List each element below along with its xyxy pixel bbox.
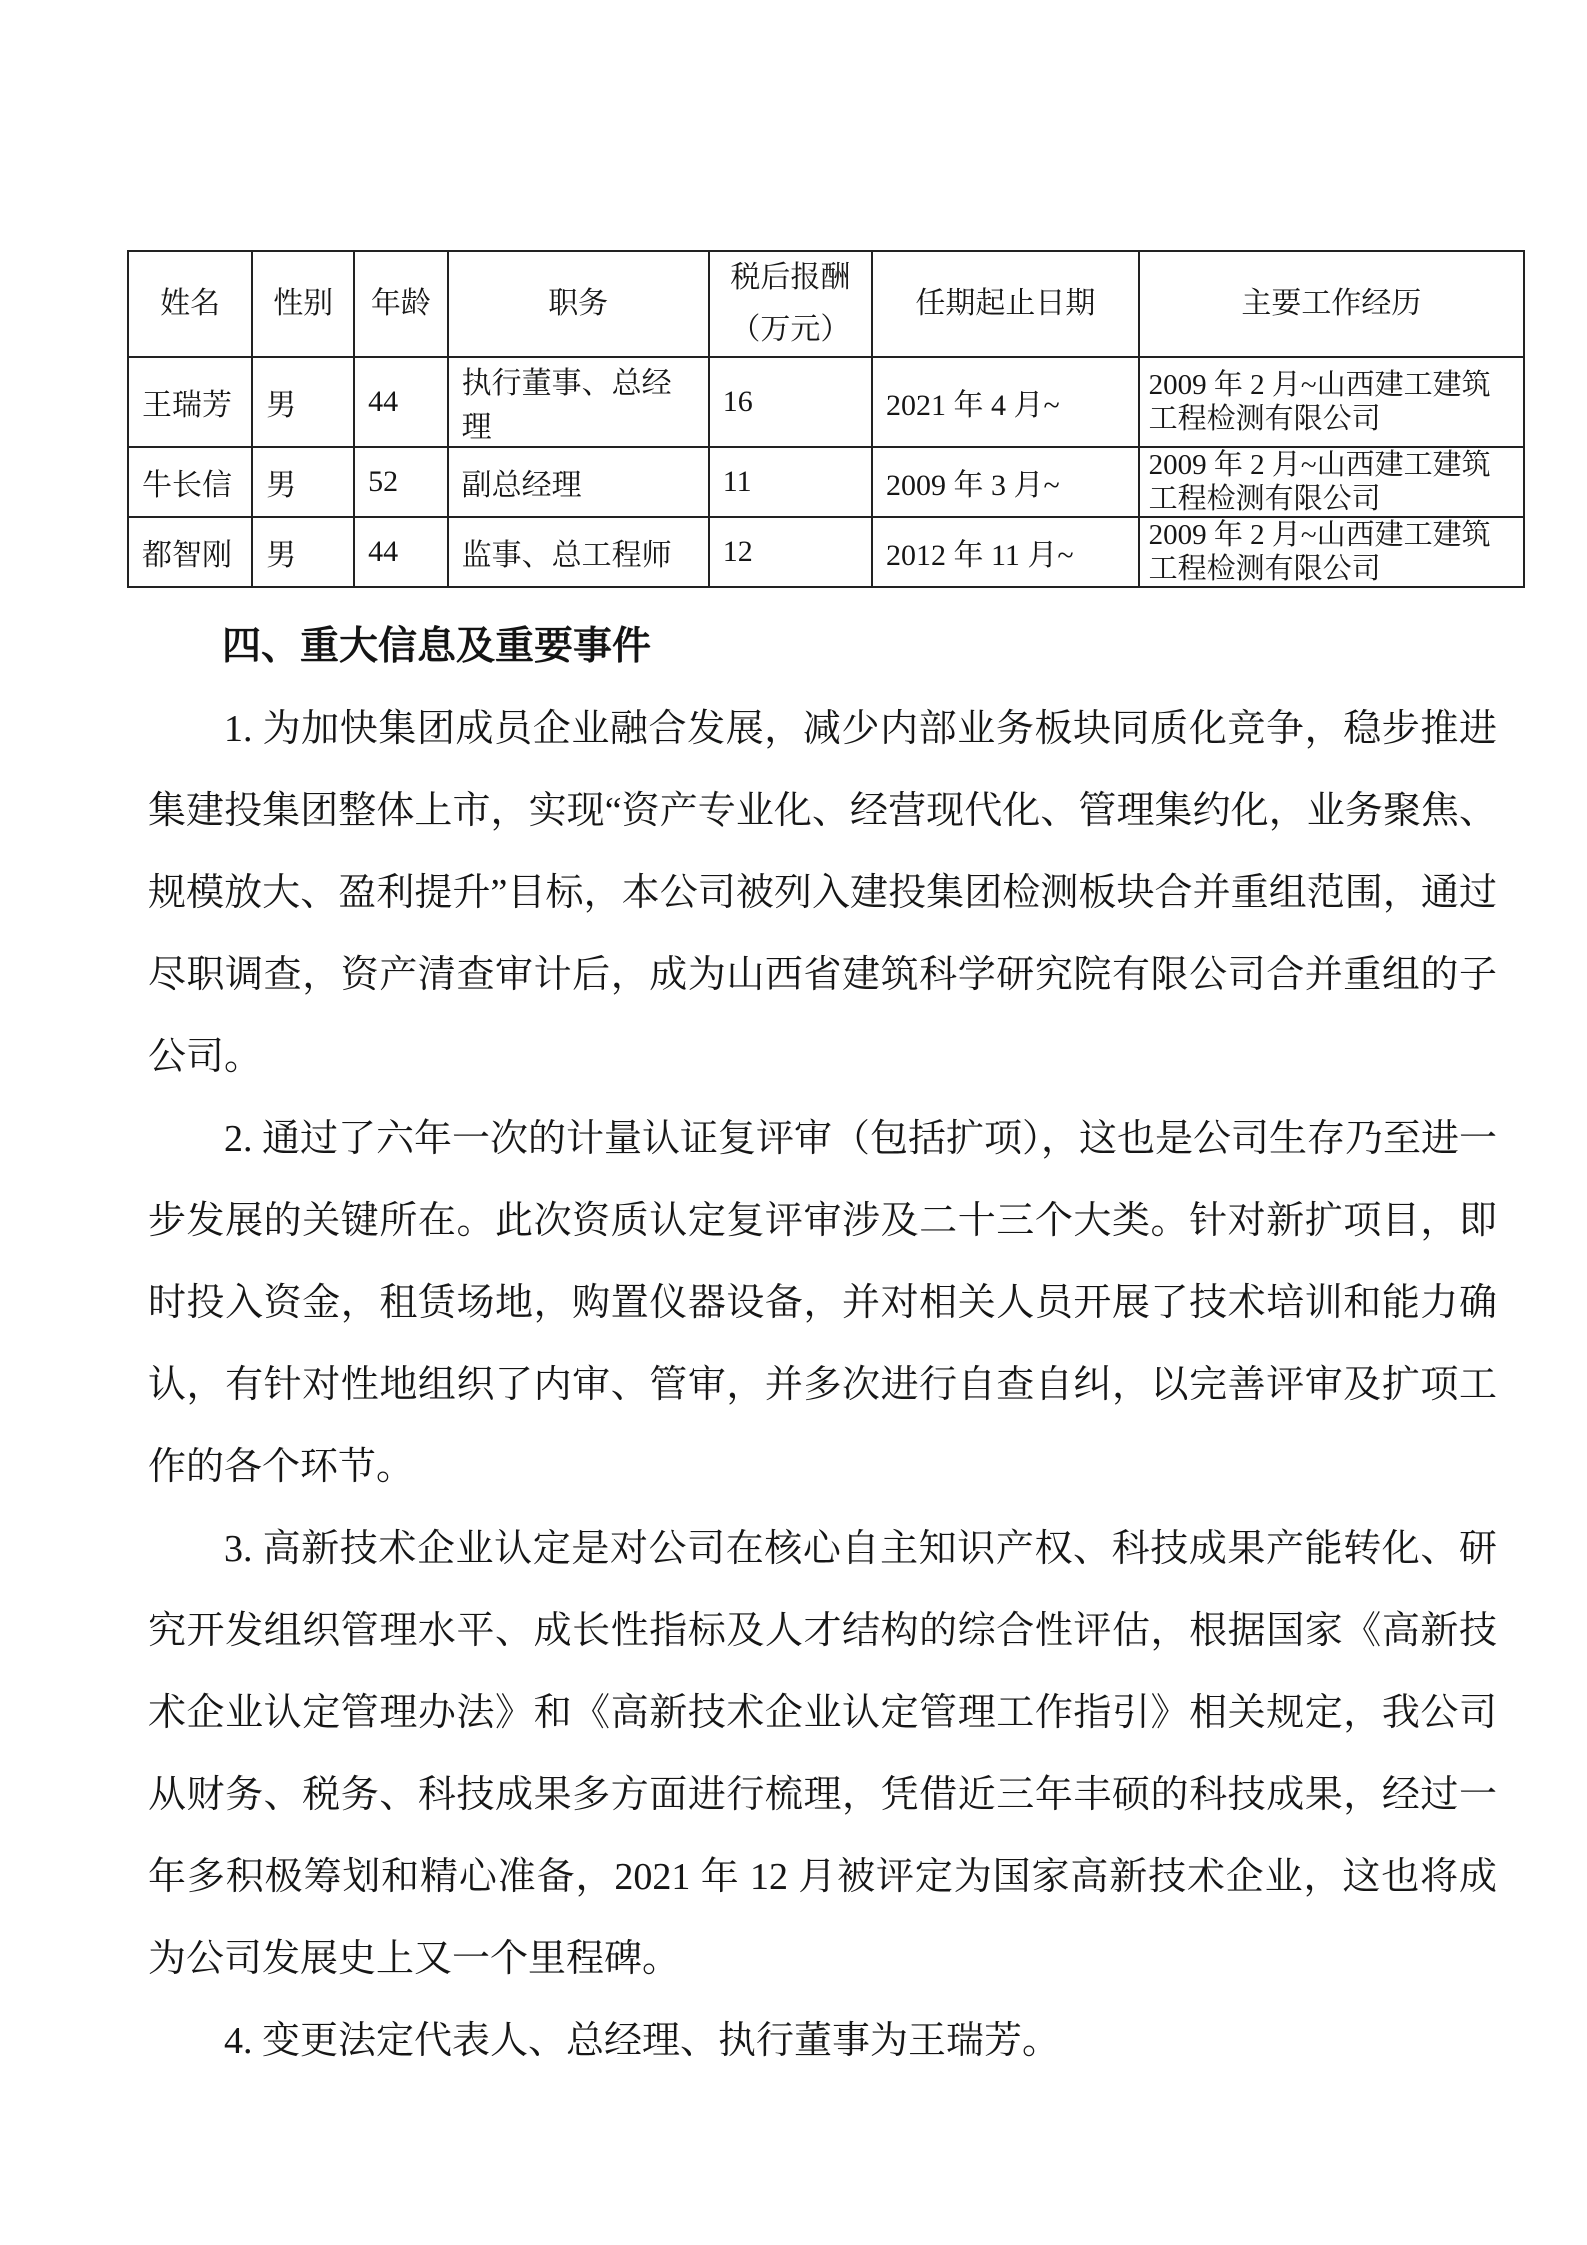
- table-header-row: [128, 251, 1524, 357]
- cell-name: 王瑞芳: [128, 357, 252, 447]
- cell-age: 44: [354, 357, 448, 447]
- cell-term: 2021 年 4 月~: [872, 357, 1139, 447]
- table-row: [128, 447, 1524, 517]
- section-body: [148, 688, 1497, 2082]
- management-table: [127, 250, 1525, 588]
- section-heading: 四、重大信息及重要事件: [222, 625, 652, 668]
- cell-gender: 男: [252, 357, 354, 447]
- paragraph: 1. 为加快集团成员企业融合发展，减少内部业务板块同质化竞争，稳步推进集建投集团整体上市，实现“资产专业化、经营现代化、管理集约化，业务聚焦、规模放大、盈利提升”目标，本公司被列入建投集团检测板块合并重组范围，通过尽职调查，资产清查审计后，成为山西省建筑科学研究院有限公司合并重组的子公司。: [148, 708, 1497, 1078]
- cell-name: 都智刚: [128, 517, 252, 587]
- col-gender: 性别: [252, 251, 354, 357]
- cell-position: 监事、总工程师: [448, 517, 709, 587]
- cell-experience: 2009 年 2 月~山西建工建筑工程检测有限公司: [1139, 517, 1524, 587]
- paragraph: 3. 高新技术企业认定是对公司在核心自主知识产权、科技成果产能转化、研究开发组织管理水平、成长性指标及人才结构的综合性评估，根据国家《高新技术企业认定管理办法》和《高新技术企业认定管理工作指引》相关规定，我公司从财务、税务、科技成果多方面进行梳理，凭借近三年丰硕的科技成果，经过一年多积极筹划和精心准备，2021 年 12 月被评定为国家高新技术企业，这也将成为公司发展史上又一个里程碑。: [148, 1528, 1497, 1980]
- cell-salary: 11: [709, 447, 872, 517]
- cell-gender: 男: [252, 447, 354, 517]
- table-header: [128, 251, 1524, 357]
- col-experience: 主要工作经历: [1139, 251, 1524, 357]
- col-salary-line1: 税后报酬: [730, 261, 851, 294]
- col-age: 年龄: [354, 251, 448, 357]
- cell-salary: 12: [709, 517, 872, 587]
- table-row: [128, 357, 1524, 447]
- col-name: 姓名: [128, 251, 252, 357]
- table-row: [128, 517, 1524, 587]
- cell-age: 52: [354, 447, 448, 517]
- table-body: [128, 357, 1524, 587]
- cell-term: 2009 年 3 月~: [872, 447, 1139, 517]
- cell-salary: 16: [709, 357, 872, 447]
- cell-name: 牛长信: [128, 447, 252, 517]
- cell-gender: 男: [252, 517, 354, 587]
- col-salary: [709, 251, 872, 357]
- paragraph: 4. 变更法定代表人、总经理、执行董事为王瑞芳。: [224, 2020, 1061, 2062]
- document-content: [127, 250, 1525, 2082]
- cell-age: 44: [354, 517, 448, 587]
- col-salary-line2: （万元）: [730, 313, 851, 346]
- cell-term: 2012 年 11 月~: [872, 517, 1139, 587]
- col-term: 任期起止日期: [872, 251, 1139, 357]
- cell-position: 执行董事、总经理: [448, 357, 709, 447]
- col-position: 职务: [448, 251, 709, 357]
- cell-experience: 2009 年 2 月~山西建工建筑工程检测有限公司: [1139, 357, 1524, 447]
- paragraph: 2. 通过了六年一次的计量认证复评审（包括扩项），这也是公司生存乃至进一步发展的关键所在。此次资质认定复评审涉及二十三个大类。针对新扩项目，即时投入资金，租赁场地，购置仪器设备，并对相关人员开展了技术培训和能力确认，有针对性地组织了内审、管审，并多次进行自查自纠，以完善评审及扩项工作的各个环节。: [148, 1118, 1498, 1488]
- cell-position: 副总经理: [448, 447, 709, 517]
- cell-experience: 2009 年 2 月~山西建工建筑工程检测有限公司: [1139, 447, 1524, 517]
